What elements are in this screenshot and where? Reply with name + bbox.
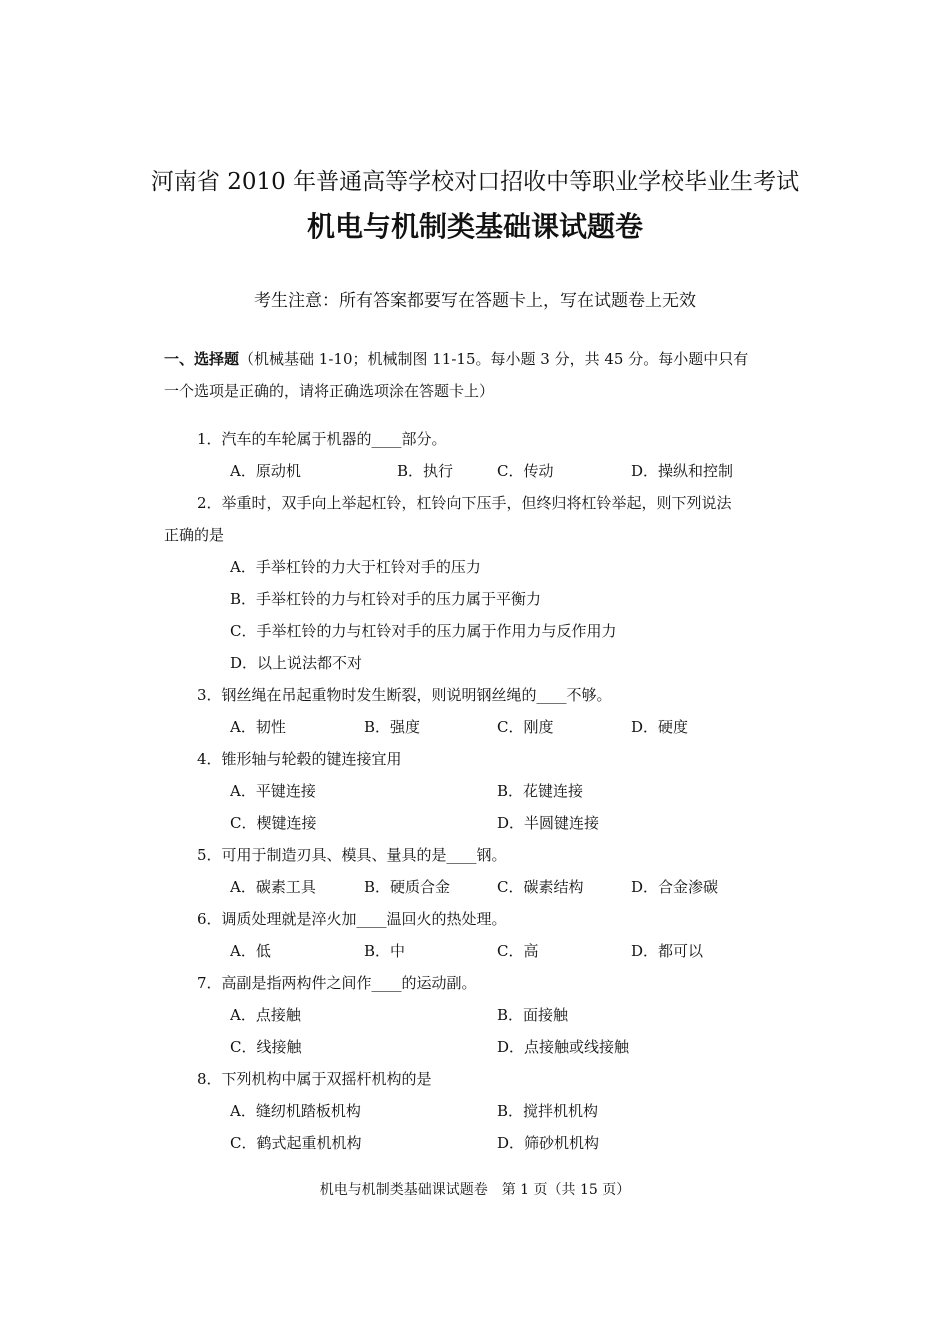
option: C．刚度 — [497, 718, 554, 736]
option-row — [164, 455, 794, 487]
option: C．手举杠铃的力与杠铃对手的压力属于作用力与反作用力 — [230, 622, 617, 640]
option: B．强度 — [364, 718, 421, 736]
option: A．韧性 — [230, 718, 286, 736]
option: B．花键连接 — [497, 782, 584, 800]
option: D．合金渗碳 — [631, 878, 719, 896]
option: D．筛砂机机构 — [497, 1134, 600, 1152]
option: A．碳素工具 — [230, 878, 316, 896]
option: C．鹤式起重机机构 — [230, 1134, 362, 1152]
exam-title-line1: 河南省 2010 年普通高等学校对口招收中等职业学校毕业生考试 — [150, 169, 800, 195]
option: B．执行 — [397, 462, 454, 480]
option-row — [164, 807, 794, 839]
option-row — [164, 1095, 794, 1127]
question-list — [164, 423, 794, 1159]
option-row — [164, 935, 794, 967]
option: A．手举杠铃的力大于杠铃对手的压力 — [230, 558, 481, 576]
option: C．线接触 — [230, 1038, 302, 1056]
option-row — [164, 1127, 794, 1159]
question-stem: 8．下列机构中属于双摇杆机构的是 — [197, 1070, 432, 1088]
option-row — [164, 999, 794, 1031]
option: D．都可以 — [631, 942, 704, 960]
option: D．以上说法都不对 — [230, 654, 363, 672]
question-stem: 5．可用于制造刃具、模具、量具的是____钢。 — [197, 846, 507, 864]
option-row — [164, 647, 794, 679]
option: B．中 — [364, 942, 406, 960]
option: B．硬质合金 — [364, 878, 451, 896]
option: A．低 — [230, 942, 271, 960]
option-row — [164, 583, 794, 615]
option: C．高 — [497, 942, 539, 960]
option: B．面接触 — [497, 1006, 569, 1024]
option-row — [164, 615, 794, 647]
question-stem: 2．举重时，双手向上举起杠铃，杠铃向下压手，但终归将杠铃举起，则下列说法 — [197, 494, 732, 512]
section-header — [164, 343, 794, 407]
option-row — [164, 711, 794, 743]
option: C．楔键连接 — [230, 814, 317, 832]
option-row — [164, 871, 794, 903]
option-row — [164, 775, 794, 807]
option-row — [164, 551, 794, 583]
section-desc-1: （机械基础 1-10；机械制图 11-15。每小题 3 分，共 45 分。每小题中只有 — [239, 350, 749, 368]
option: A．平键连接 — [230, 782, 316, 800]
exam-notice: 考生注意：所有答案都要写在答题卡上，写在试题卷上无效 — [254, 291, 696, 311]
question-stem: 1．汽车的车轮属于机器的____部分。 — [197, 430, 447, 448]
section-desc-2: 一个选项是正确的，请将正确选项涂在答题卡上） — [164, 382, 495, 400]
question-stem: 7．高副是指两构件之间作____的运动副。 — [197, 974, 477, 992]
section-header-line1 — [164, 343, 794, 375]
option: D．半圆键连接 — [497, 814, 600, 832]
question-stem-continued: 正确的是 — [164, 526, 225, 544]
option: B．搅拌机机构 — [497, 1102, 599, 1120]
exam-title-line2: 机电与机制类基础课试题卷 — [306, 210, 643, 243]
option-row — [164, 1031, 794, 1063]
option: D．硬度 — [631, 718, 689, 736]
page-footer: 机电与机制类基础课试题卷 第 1 页（共 15 页） — [319, 1182, 631, 1198]
option: A．缝纫机踏板机构 — [230, 1102, 361, 1120]
option: D．点接触或线接触 — [497, 1038, 630, 1056]
option: C．传动 — [497, 462, 554, 480]
question-stem: 6．调质处理就是淬火加____温回火的热处理。 — [197, 910, 507, 928]
question-stem: 3．钢丝绳在吊起重物时发生断裂，则说明钢丝绳的____不够。 — [197, 686, 612, 704]
option: D．操纵和控制 — [631, 462, 734, 480]
question-stem: 4．锥形轴与轮毂的键连接宜用 — [197, 750, 402, 768]
option: B．手举杠铃的力与杠铃对手的压力属于平衡力 — [230, 590, 542, 608]
option: A．原动机 — [230, 462, 301, 480]
section-title: 一、选择题 — [164, 350, 240, 368]
option: C．碳素结构 — [497, 878, 584, 896]
option: A．点接触 — [230, 1006, 301, 1024]
